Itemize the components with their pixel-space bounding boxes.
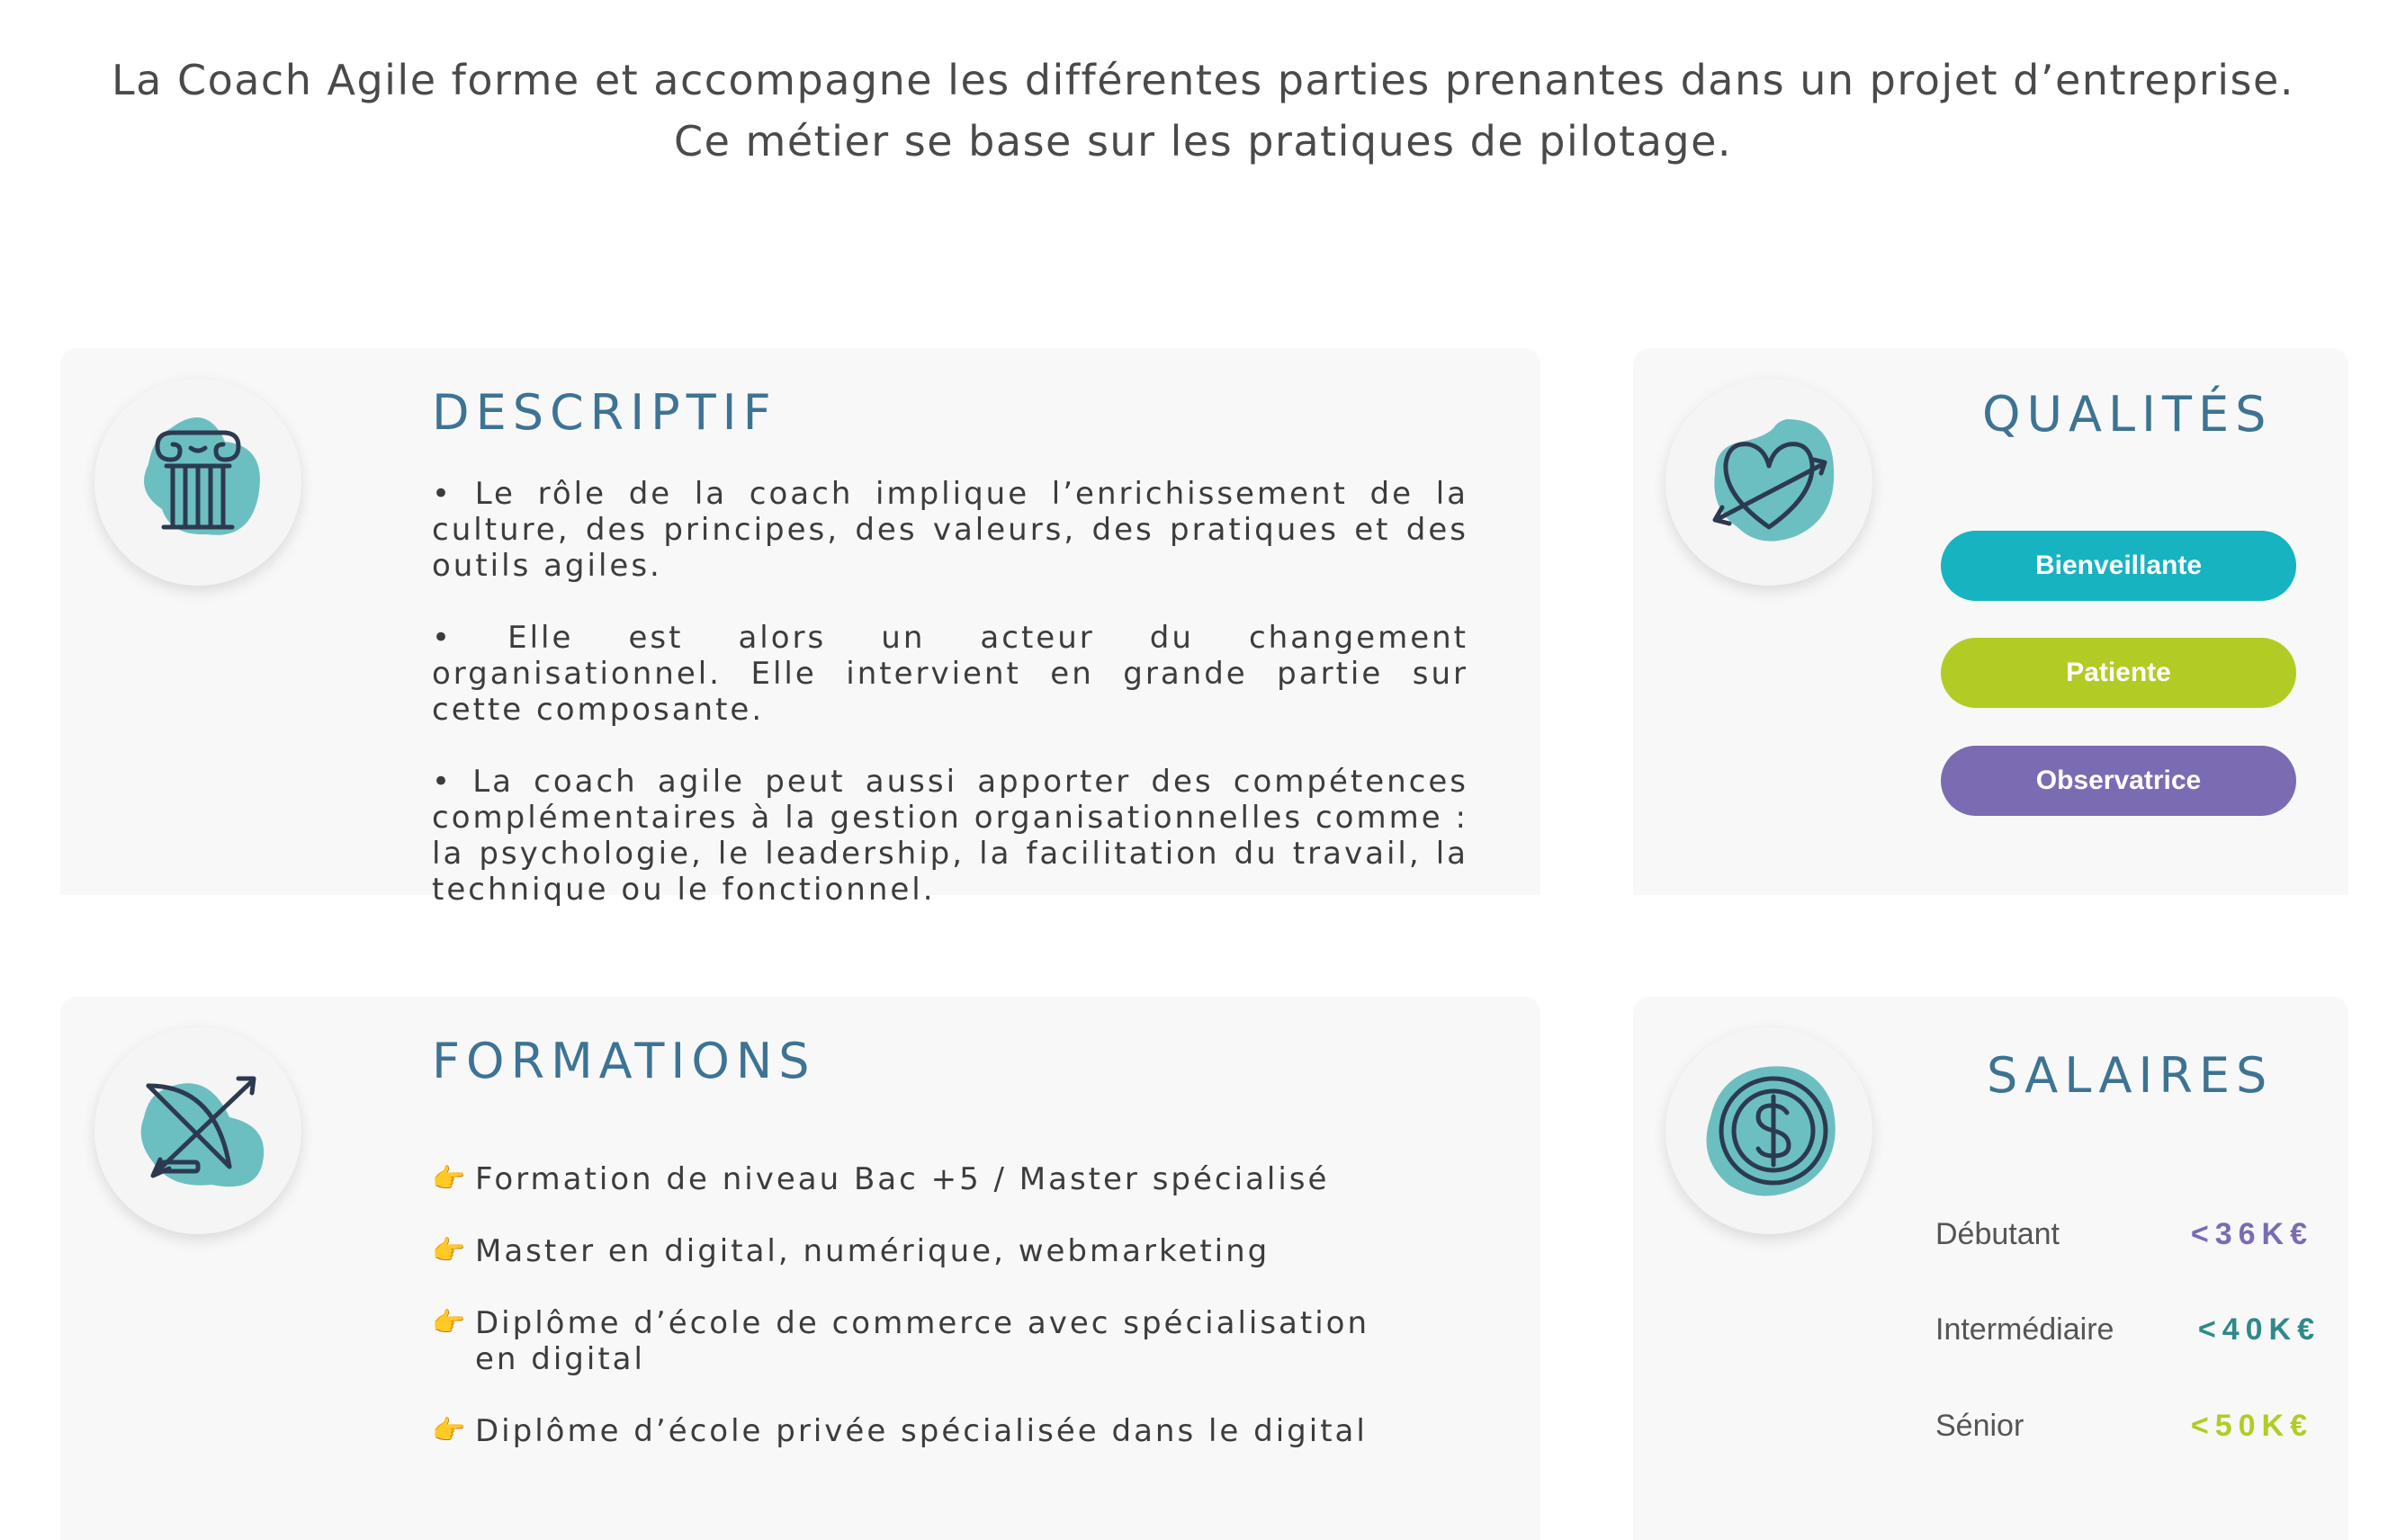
intro-text	[0, 49, 2406, 172]
list-item	[432, 1233, 1512, 1269]
list-item	[432, 1161, 1512, 1197]
descriptif-paragraph: • Elle est alors un acteur du changement organisationnel. Elle intervient en grande partie sur cette composante.	[432, 620, 1468, 728]
salaires-card	[1633, 997, 2348, 1540]
formation-text: Formation de niveau Bac +5 / Master spécialisé	[475, 1161, 1330, 1197]
descriptif-body	[432, 476, 1468, 944]
formations-card	[60, 997, 1540, 1540]
column-icon	[94, 379, 301, 586]
salary-value: <50K€	[2190, 1409, 2313, 1443]
pointing-hand-icon: 👉	[432, 1307, 469, 1339]
quality-pill-bienveillante	[1941, 531, 2296, 601]
salary-value: <36K€	[2190, 1217, 2313, 1251]
quality-label: Bienveillante	[2034, 551, 2203, 580]
dollar-coin-icon	[1665, 1027, 1872, 1234]
descriptif-paragraph: • La coach agile peut aussi apporter des compétences complémentaires à la gestion organisationnelles comme : la psychologie, le leadership, la facilitation du travail, la technique ou le fonctionnel.	[432, 764, 1468, 908]
salary-level: Intermédiaire	[1935, 1312, 2114, 1347]
salary-row-debutant	[1935, 1217, 2313, 1262]
intro-line-2: Ce métier se base sur les pratiques de pilotage.	[673, 117, 1733, 166]
qualites-card	[1633, 348, 2348, 895]
salary-row-senior	[1935, 1409, 2313, 1454]
formations-title: FORMATIONS	[432, 1033, 816, 1089]
formation-text: Diplôme d’école privée spécialisée dans le digital	[475, 1413, 1368, 1449]
pointing-hand-icon: 👉	[432, 1415, 469, 1446]
salary-row-intermediaire	[1935, 1312, 2321, 1357]
formation-text: Diplôme d’école de commerce avec spécialisation en digital	[475, 1305, 1370, 1377]
bow-arrow-icon	[94, 1027, 301, 1234]
descriptif-paragraph: • Le rôle de la coach implique l’enrichissement de la culture, des principes, des valeurs, des pratiques et des outils agiles.	[432, 476, 1468, 584]
heart-arrow-icon	[1665, 379, 1872, 586]
formation-text: Master en digital, numérique, webmarketing	[475, 1233, 1270, 1269]
intro-line-1: La Coach Agile forme et accompagne les différentes parties prenantes dans un projet d’entreprise.	[112, 56, 2294, 104]
quality-pill-observatrice	[1941, 746, 2296, 816]
pointing-hand-icon: 👉	[432, 1235, 469, 1267]
descriptif-title: DESCRIPTIF	[432, 384, 777, 441]
quality-pill-patiente	[1941, 638, 2296, 708]
list-item	[432, 1305, 1404, 1377]
salaires-title: SALAIRES	[1987, 1047, 2274, 1104]
descriptif-card	[60, 348, 1540, 908]
qualites-title: QUALITÉS	[1982, 386, 2273, 443]
salary-level: Sénior	[1935, 1409, 2024, 1443]
quality-label: Observatrice	[2035, 766, 2202, 795]
formations-list	[432, 1161, 1512, 1485]
pointing-hand-icon: 👉	[432, 1163, 469, 1195]
salary-value: <40K€	[2197, 1312, 2321, 1347]
salary-level: Débutant	[1935, 1217, 2060, 1251]
quality-label: Patiente	[2066, 658, 2171, 687]
list-item	[432, 1413, 1512, 1449]
